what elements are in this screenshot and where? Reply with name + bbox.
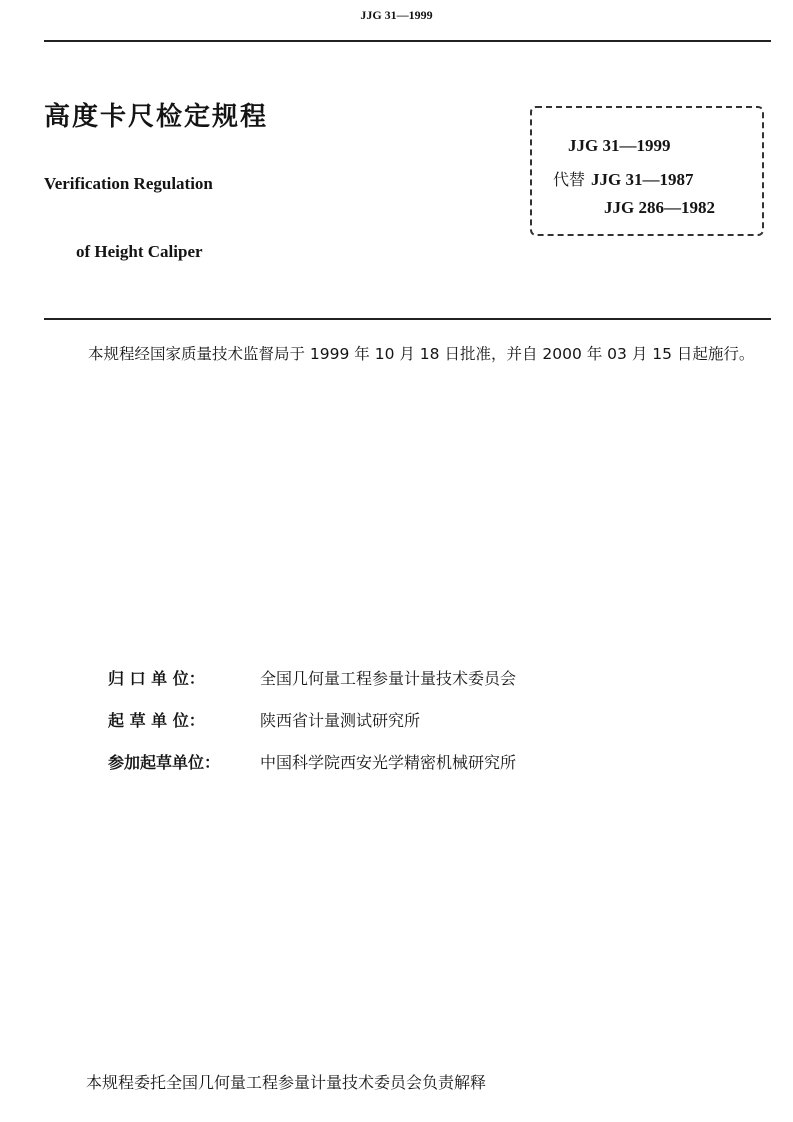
info-row-responsible-unit [108, 666, 516, 689]
info-value: 中国科学院西安光学精密机械研究所 [260, 753, 517, 772]
document-title-english-line2: of Height Caliper [76, 242, 203, 261]
replaced-code-1: JJG 31—1987 [591, 170, 694, 189]
interpretation-note: 本规程委托全国几何量工程参量计量技术委员会负责解释 [86, 1073, 487, 1092]
approval-statement: 本规程经国家质量技术监督局于 1999 年 10 月 18 日批准，并自 2000 年 03 月 15 日起施行。 [88, 345, 755, 363]
document-title-chinese: 高度卡尺检定规程 [44, 102, 269, 132]
replaces-prefix: 代替 [553, 170, 586, 189]
info-label: 参加起草单位： [108, 753, 221, 772]
info-label: 归 口 单 位： [108, 669, 205, 688]
header-code: JJG 31—1999 [360, 8, 433, 22]
info-value: 陕西省计量测试研究所 [260, 711, 421, 730]
info-row-participating-unit [108, 750, 516, 773]
top-divider [44, 40, 771, 42]
info-row-drafting-unit [108, 708, 420, 731]
replaces-line [553, 167, 694, 190]
info-label: 起 草 单 位： [108, 711, 205, 730]
replaced-code-2: JJG 286—1982 [604, 198, 715, 217]
info-value: 全国几何量工程参量计量技术委员会 [260, 669, 517, 688]
standard-code: JJG 31—1999 [568, 136, 671, 155]
middle-divider [44, 318, 771, 320]
document-title-english-line1: Verification Regulation [44, 174, 213, 193]
